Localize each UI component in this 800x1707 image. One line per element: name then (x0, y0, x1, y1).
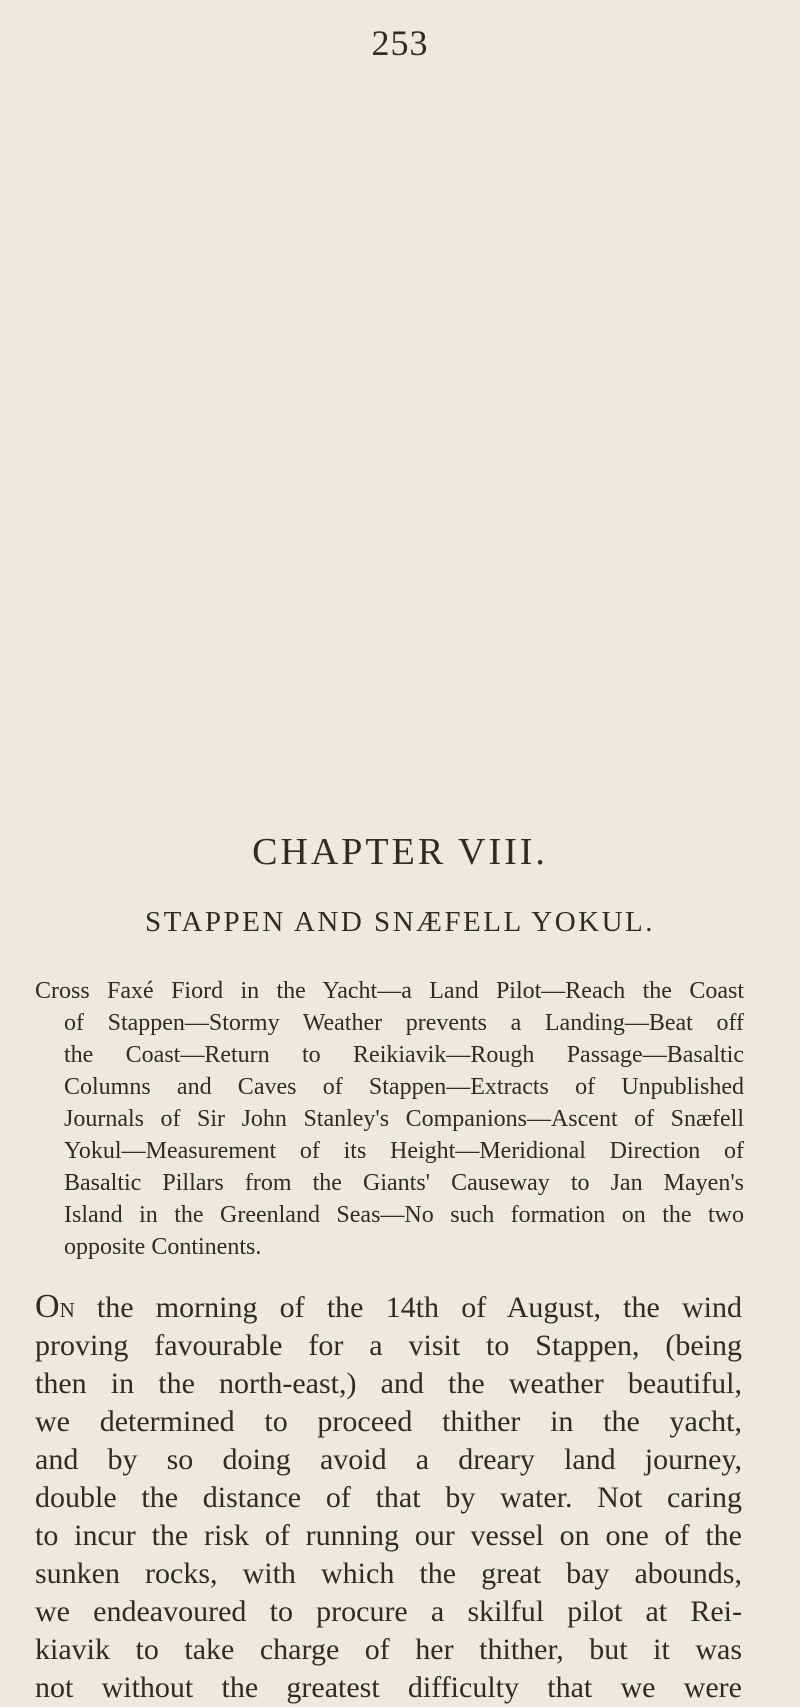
synopsis-line: Cross Faxé Fiord in the Yacht—a Land Pilot—Reach the Coast (35, 978, 744, 1004)
synopsis-line: opposite Continents. (64, 1234, 262, 1260)
drop-cap: O (35, 1288, 60, 1325)
body-line: and by so doing avoid a dreary land journey, (35, 1443, 742, 1476)
synopsis-line: Basaltic Pillars from the Giants' Causeway to Jan Mayen's (64, 1170, 744, 1196)
body-line: to incur the risk of running our vessel on one of the (35, 1519, 742, 1552)
body-line: sunken rocks, with which the great bay abounds, (35, 1557, 742, 1590)
chapter-synopsis (35, 975, 744, 1263)
body-line: kiavik to take charge of her thither, but it was (35, 1633, 742, 1666)
synopsis-line: of Stappen—Stormy Weather prevents a Landing—Beat off (64, 1010, 744, 1036)
body-line: we endeavoured to procure a skilful pilot at Rei- (35, 1595, 742, 1628)
body-line: we determined to proceed thither in the yacht, (35, 1405, 742, 1438)
page-number: 253 (371, 23, 429, 63)
body-line: double the distance of that by water. Not caring (35, 1481, 742, 1514)
synopsis-line: Yokul—Measurement of its Height—Meridional Direction of (64, 1138, 744, 1164)
body-line: proving favourable for a visit to Stappen, (being (35, 1329, 742, 1362)
body-line (35, 1288, 742, 1327)
synopsis-line: Columns and Caves of Stappen—Extracts of Unpublished (64, 1074, 744, 1100)
body-line: then in the north-east,) and the weather beautiful, (35, 1367, 742, 1400)
body-line: not without the greatest difficulty that we were (35, 1671, 742, 1704)
chapter-subtitle: STAPPEN AND SNÆFELL YOKUL. (144, 906, 656, 938)
chapter-title: CHAPTER VIII. (252, 831, 548, 873)
first-line-rest: the morning of the 14th of August, the wind (74, 1291, 742, 1324)
synopsis-line: Island in the Greenland Seas—No such formation on the two (64, 1202, 744, 1228)
synopsis-line: Journals of Sir John Stanley's Companions—Ascent of Snæfell (64, 1106, 744, 1132)
body-paragraph (35, 1288, 742, 1707)
first-word-rest: n (59, 1291, 75, 1324)
synopsis-line: the Coast—Return to Reikiavik—Rough Passage—Basaltic (64, 1042, 744, 1068)
